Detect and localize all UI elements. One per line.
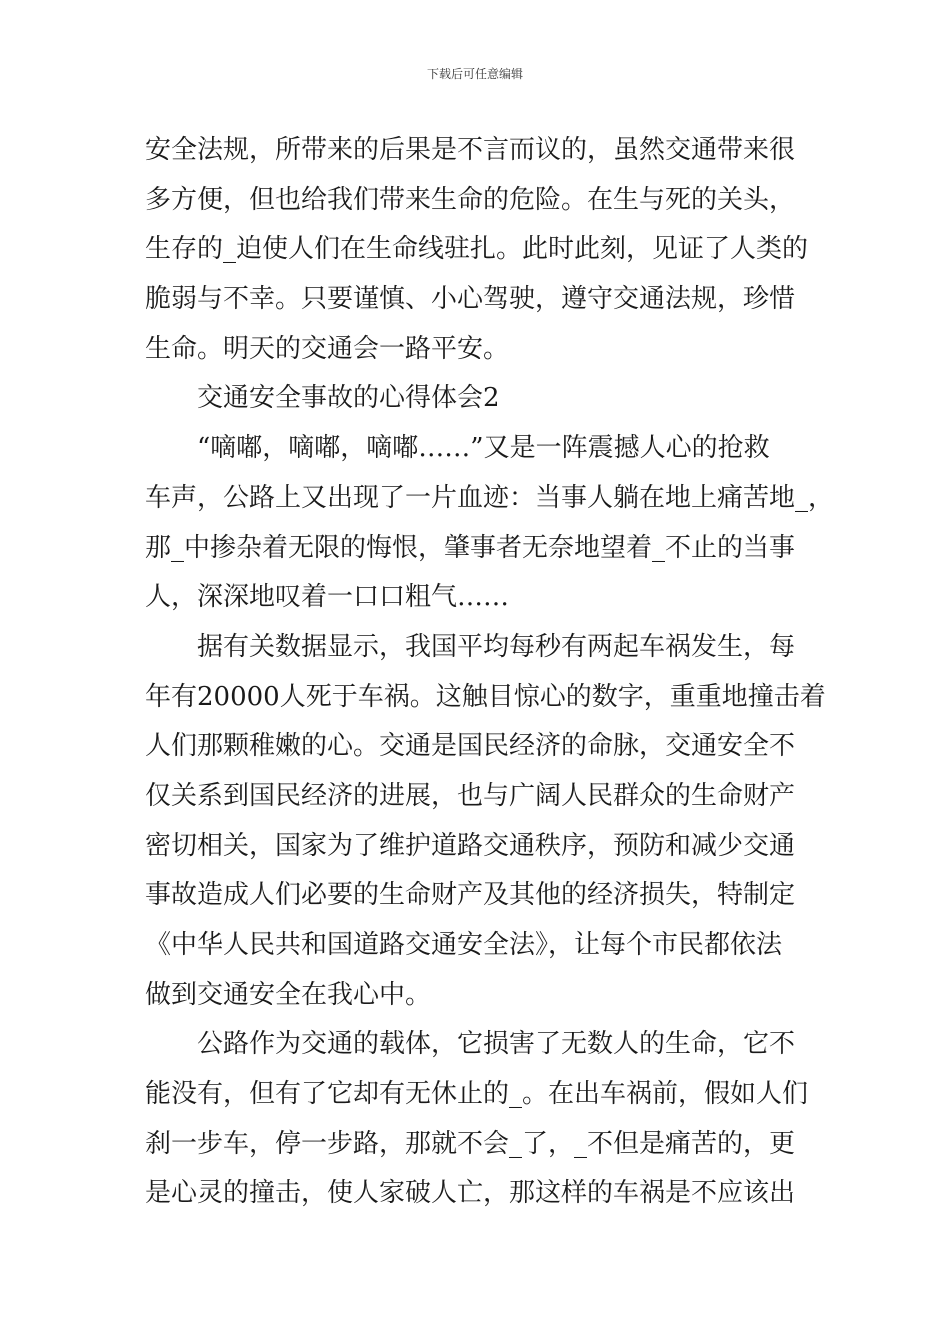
text-line: 年有20000人死于车祸。这触目惊心的数字，重重地撞击着 xyxy=(145,681,826,712)
text-line: 仅关系到国民经济的进展，也与广阔人民群众的生命财产 xyxy=(145,780,796,811)
text-line: 密切相关，国家为了维护道路交通秩序，预防和减少交通 xyxy=(145,830,796,861)
text-line: 那_中掺杂着无限的悔恨，肇事者无奈地望着_不止的当事 xyxy=(145,532,796,563)
text-line: 多方便，但也给我们带来生命的危险。在生与死的关头， xyxy=(145,184,796,215)
text-line: 做到交通安全在我心中。 xyxy=(145,979,432,1010)
page-header-note: 下载后可任意编辑 xyxy=(426,67,523,81)
text-line: 据有关数据显示，我国平均每秒有两起车祸发生，每 xyxy=(197,631,796,662)
text-line: 人们那颗稚嫩的心。交通是国民经济的命脉，交通安全不 xyxy=(145,731,796,762)
text-line: 生命。明天的交通会一路平安。 xyxy=(145,333,510,364)
document-body xyxy=(145,126,835,1219)
section-heading: 交通安全事故的心得体会2 xyxy=(197,383,500,414)
text-line: 事故造成人们必要的生命财产及其他的经济损失，特制定 xyxy=(145,880,796,911)
text-line: 是心灵的撞击，使人家破人亡，那这样的车祸是不应该出 xyxy=(145,1178,796,1209)
text-line: 车声，公路上又出现了一片血迹：当事人躺在地上痛苦地_， xyxy=(145,482,835,513)
text-line: 人，深深地叹着一口口粗气…… xyxy=(145,582,510,613)
text-line: 脆弱与不幸。只要谨慎、小心驾驶，遵守交通法规，珍惜 xyxy=(145,284,796,315)
text-line: 安全法规，所带来的后果是不言而议的，虽然交通带来很 xyxy=(145,135,796,165)
text-line: 生存的_迫使人们在生命线驻扎。此时此刻，见证了人类的 xyxy=(145,234,809,265)
text-line: 《中华人民共和国道路交通安全法》，让每个市民都依法 xyxy=(145,930,783,960)
text-line: “嘀嘟，嘀嘟，嘀嘟……”又是一阵震撼人心的抢救 xyxy=(197,433,770,464)
text-line: 刹一步车，停一步路，那就不会_了，_不但是痛苦的，更 xyxy=(145,1128,796,1159)
text-line: 能没有，但有了它却有无休止的_。在出车祸前，假如人们 xyxy=(145,1079,809,1110)
text-line: 公路作为交通的载体，它损害了无数人的生命，它不 xyxy=(197,1029,796,1060)
